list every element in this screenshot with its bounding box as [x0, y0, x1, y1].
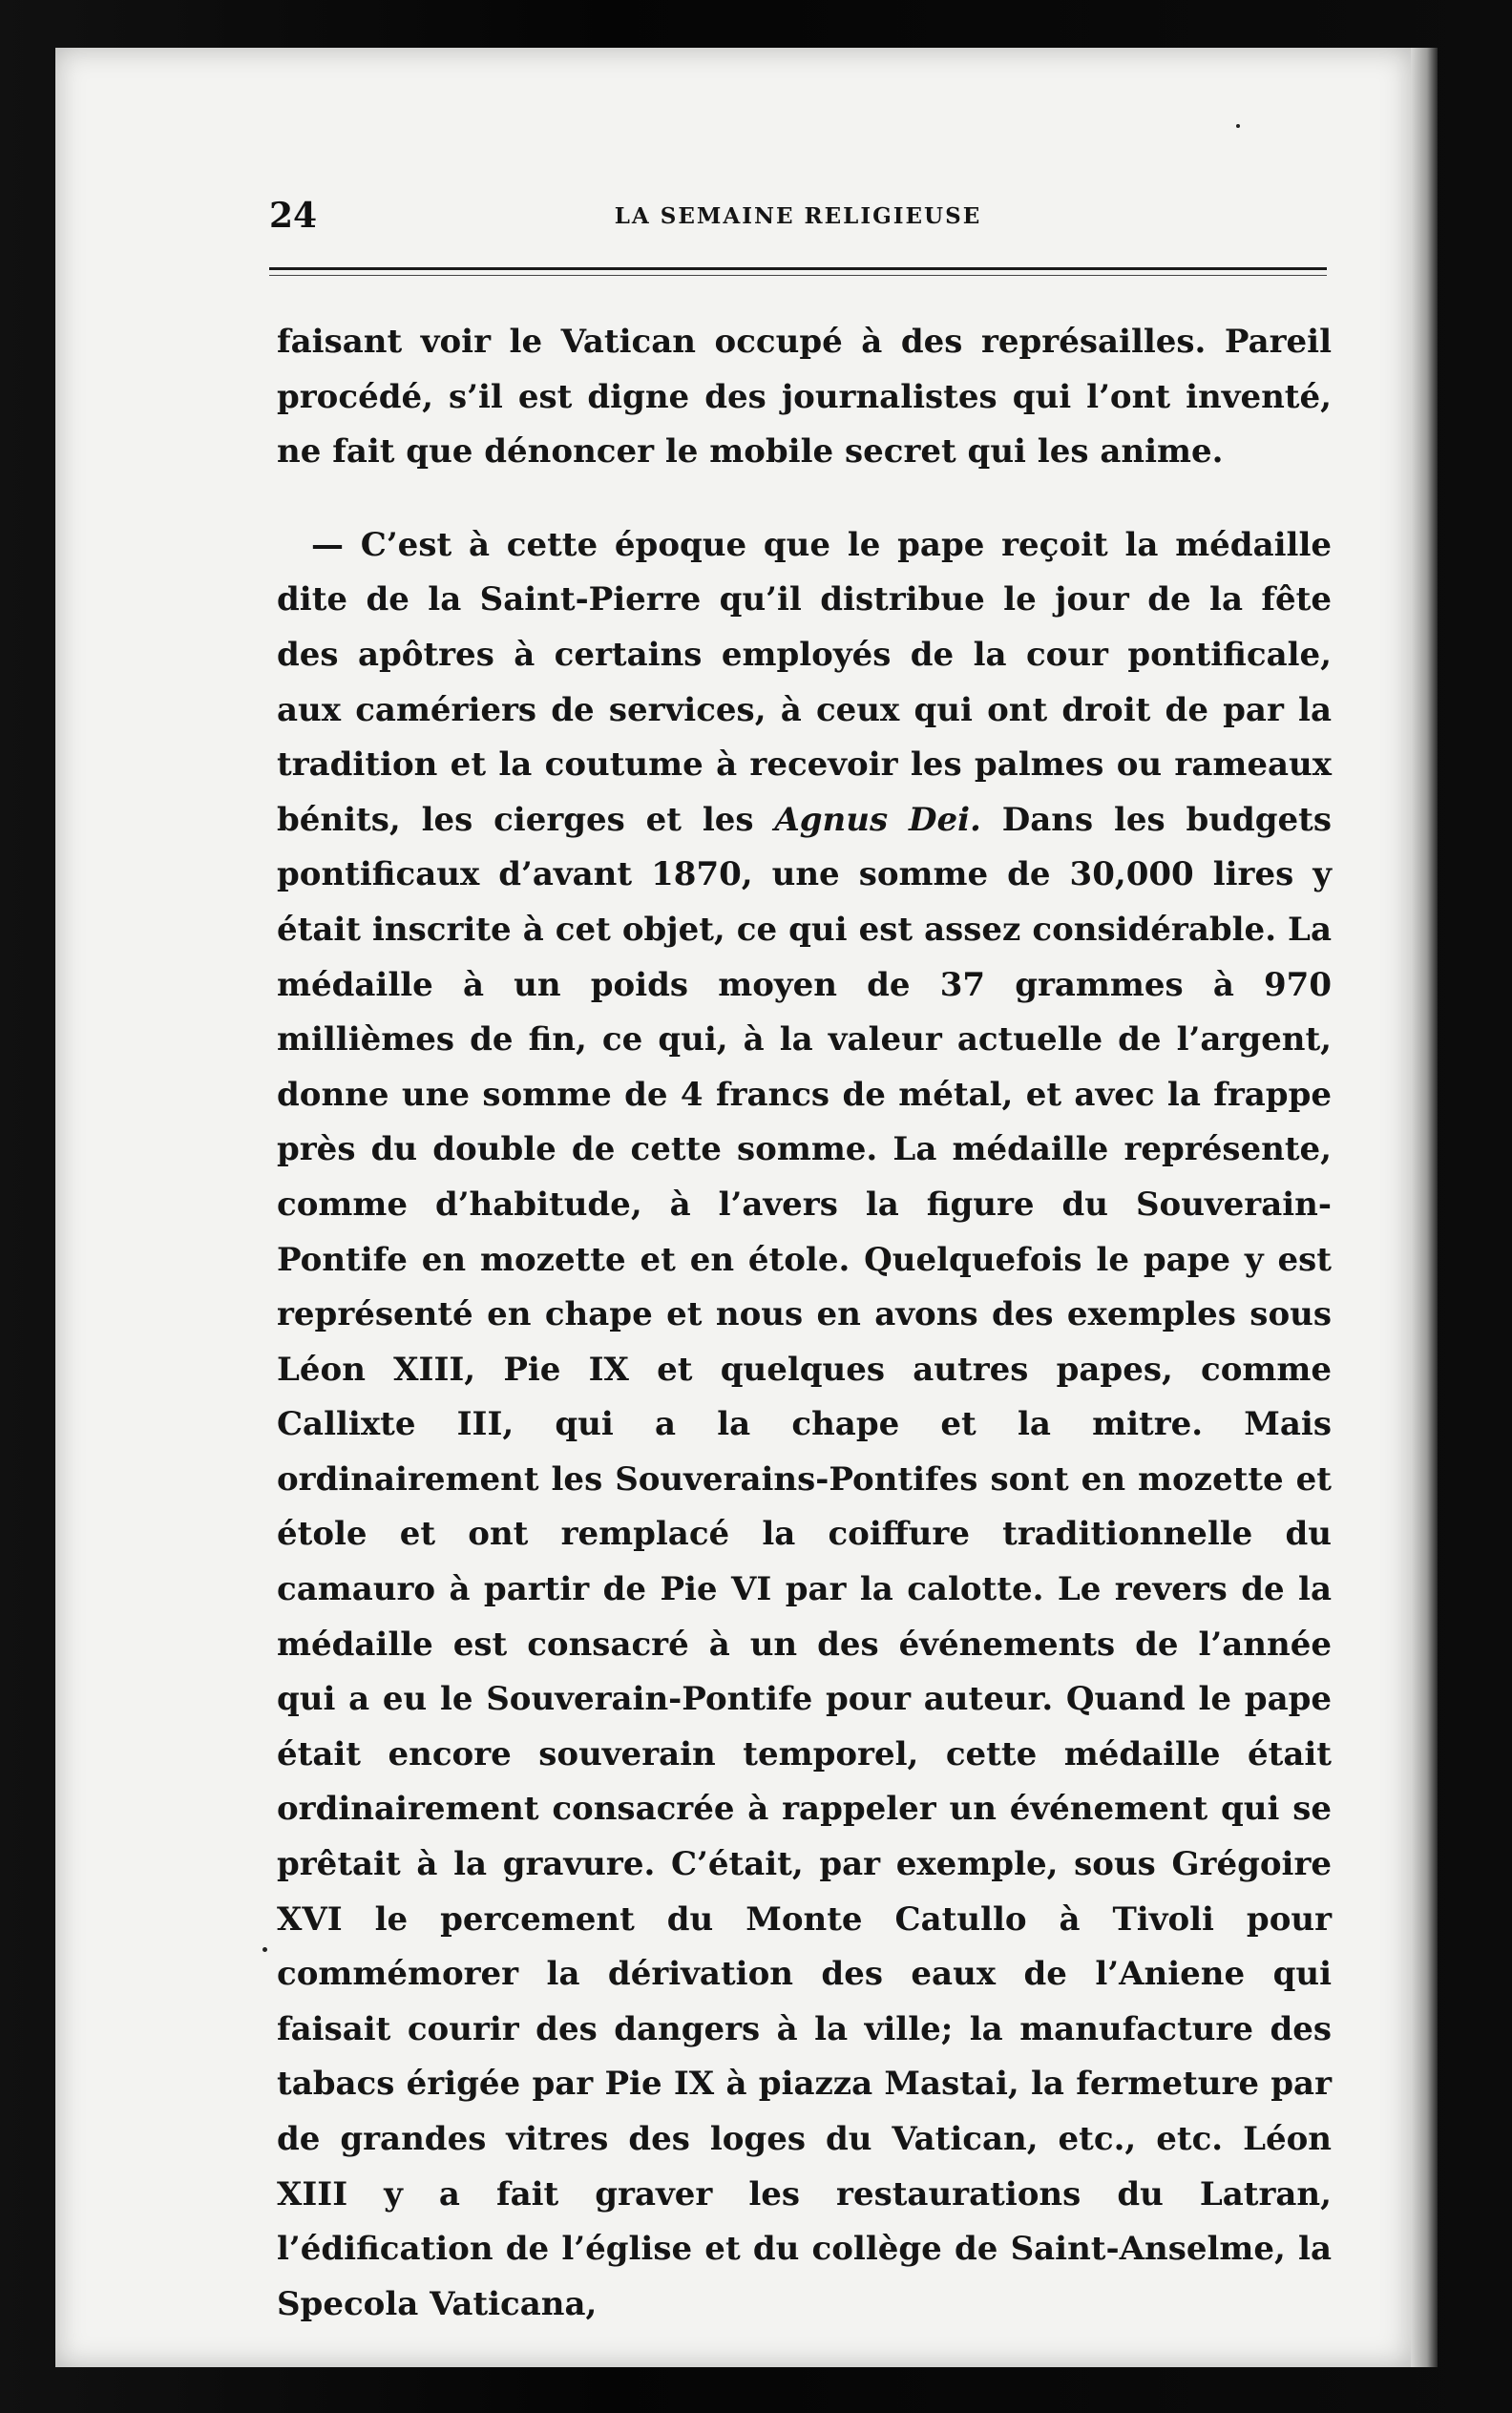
scan-speck	[262, 1947, 267, 1952]
page-number: 24	[269, 196, 318, 236]
running-title: LA SEMAINE RELIGIEUSE	[614, 203, 982, 229]
page-edge-shadow	[1411, 48, 1438, 2367]
paragraph-2	[277, 518, 1332, 2333]
running-header	[269, 196, 1327, 253]
header-rule	[269, 267, 1327, 270]
scan-speck	[1236, 124, 1240, 128]
paragraph-2-text-a: — C’est à cette époque que le pape reçoit la médaille dite de la Saint-Pierre qu’il distribue le jour de la fête des apôtres à certains employés de la cour pontificale, aux camériers de services, à ceux qui ont droit de par la tradition et la coutume à recevoir les palmes ou rameaux bénits, les cierges et les	[277, 525, 1332, 839]
paragraph-1: faisant voir le Vatican occupé à des représailles. Pareil procédé, s’il est digne des journalistes qui l’ont inventé, ne fait que dénoncer le mobile secret qui les anime.	[277, 323, 1332, 472]
paragraph-2-text-b: Dans les budgets pontificaux d’avant 1870, une somme de 30,000 lires y était inscrite à cet objet, ce qui est assez considérable. La médaille à un poids moyen de 37 grammes à 970 millièmes de fin, ce qui, à la valeur actuelle de l’argent, donne une somme de 4 francs de métal, et avec la frappe près du double de cette somme. La médaille représente, comme d’habitude, à l’avers la figure du Souverain-Pontife en mozette et en étole. Quelquefois le pape y est représenté en chape et nous en avons des exemples sous Léon XIII, Pie IX et quelques autres papes, comme Callixte III, qui a la chape et la mitre. Mais ordinairement les Souverains-Pontifes sont en mozette et étole et ont remplacé la coiffure traditionnelle du camauro à partir de Pie VI par la calotte. Le revers de la médaille est consacré à un des événements de l’année qui a eu le Souverain-Pontife pour auteur. Quand le pape était encore souverain temporel, cette médaille était ordinairement consacrée à rappeler un événement qui se prêtait à la gravure. C’était, par exemple, sous Grégoire XVI le percement du Monte Catullo à Tivoli pour commémorer la dérivation des eaux de l’Aniene qui faisait courir des dangers à la ville; la manufacture des tabacs érigée par Pie IX à piazza Mastai, la fermeture par de grandes vitres des loges du Vatican, etc., etc. Léon XIII y a fait graver les restaurations du Latran, l’édification de l’église et du collège de Saint-Anselme, la Specola Vaticana,	[277, 800, 1332, 2323]
paragraph-2-italic: Agnus Dei.	[774, 800, 981, 839]
body-text	[277, 315, 1332, 2332]
header-rule-thin	[269, 275, 1327, 276]
